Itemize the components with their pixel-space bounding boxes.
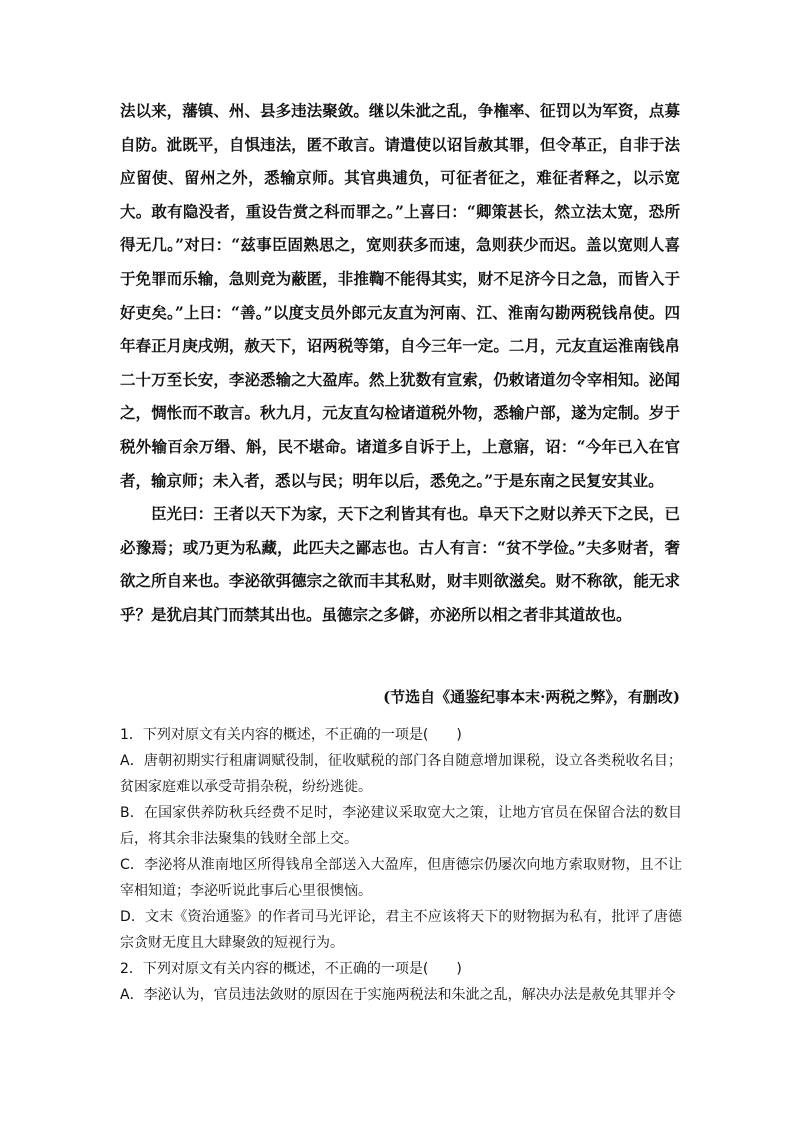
- question-1-option-b: B．在国家供养防秋兵经费不足时，李泌建议采取宽大之策，让地方官员在保留合法的数目后，将其余非法聚集的钱财全部上交。: [120, 805, 682, 847]
- question-1-option-d: D．文末《资治通鉴》的作者司马光评论，君主不应该将天下的财物据为私有，批评了唐德宗贪财无度且大肆聚敛的短视行为。: [120, 909, 682, 951]
- question-1-stem: 1．下列对原文有关内容的概述，不正确的一项是( ): [120, 727, 462, 743]
- passage-paragraph: 法以来，藩镇、州、县多违法聚敛。继以朱泚之乱，争権率、征罚以为军资，点募自防。泚既平，自惧违法，匿不敢言。请遣使以诏旨赦其罪，但令革正，自非于法应留使、留州之外，悉输京师。其官典逋负，可征者征之，难征者释之，以示宽大。敢有隐没者，重设告赏之科而罪之。”上喜曰：“卿策甚长，然立法太宽，恐所得无几。”对曰：“兹事臣固熟思之，宽则获多而速，急则获少而迟。盖以宽则人喜于免罪而乐输，急则竞为蔽匿，非推鞫不能得其实，财不足济今日之急，而皆入于好吏矣。”上曰：“善。”以度支员外郎元友直为河南、江、淮南勾勘两税钱帛使。四年春正月庚戌朔，赦天下，诏两税等第，自今三年一定。二月，元友直运淮南钱帛二十万至长安，李泌悉输之大盈库。然上犹数有宣索，仍敕诸道勿令宰相知。泌闻之，惆怅而不敢言。秋九月，元友直勾检诸道税外物，悉输户部，遂为定制。岁于税外输百余万缗、斛，民不堪命。诸道多自诉于上，上意寤，诏：“今年已入在官者，输京师；未入者，悉以与民；明年以后，悉免之。”于是东南之民复安其业。: [120, 101, 680, 490]
- source-citation: (节选自《通鉴纪事本末·两税之弊》，有删改): [383, 688, 680, 706]
- classical-passage: [120, 94, 680, 632]
- question-section: [120, 722, 682, 1008]
- question-2-option-a: A．李泌认为，官员违法敛财的原因在于实施两税法和朱泚之乱，解决办法是赦免其罪并令: [120, 987, 676, 1003]
- question-1-option-c: C．李泌将从淮南地区所得钱帛全部送入大盈库，但唐德宗仍屡次向地方索取财物，且不让宰相知道；李泌听说此事后心里很懊恼。: [120, 857, 682, 899]
- question-1-option-a: A．唐朝初期实行租庸调赋役制，征收赋税的部门各自随意增加课税，设立各类税收名目；贫困家庭难以承受苛捐杂税，纷纷逃徙。: [120, 753, 682, 795]
- commentary-paragraph: 臣光曰：王者以天下为家，天下之利皆其有也。阜天下之财以养天下之民，已必豫焉；或乃更为私藏，此匹夫之鄙志也。古人有言：“贫不学俭。”夫多财者，奢欲之所自来也。李泌欲弭德宗之欲而丰其私财，财丰则欲滋矣。财不称欲，能无求乎？是犹启其门而禁其出也。虽德宗之多僻，亦泌所以相之者非其道故也。: [120, 504, 680, 624]
- question-2-stem: 2．下列对原文有关内容的概述，不正确的一项是( ): [120, 961, 462, 977]
